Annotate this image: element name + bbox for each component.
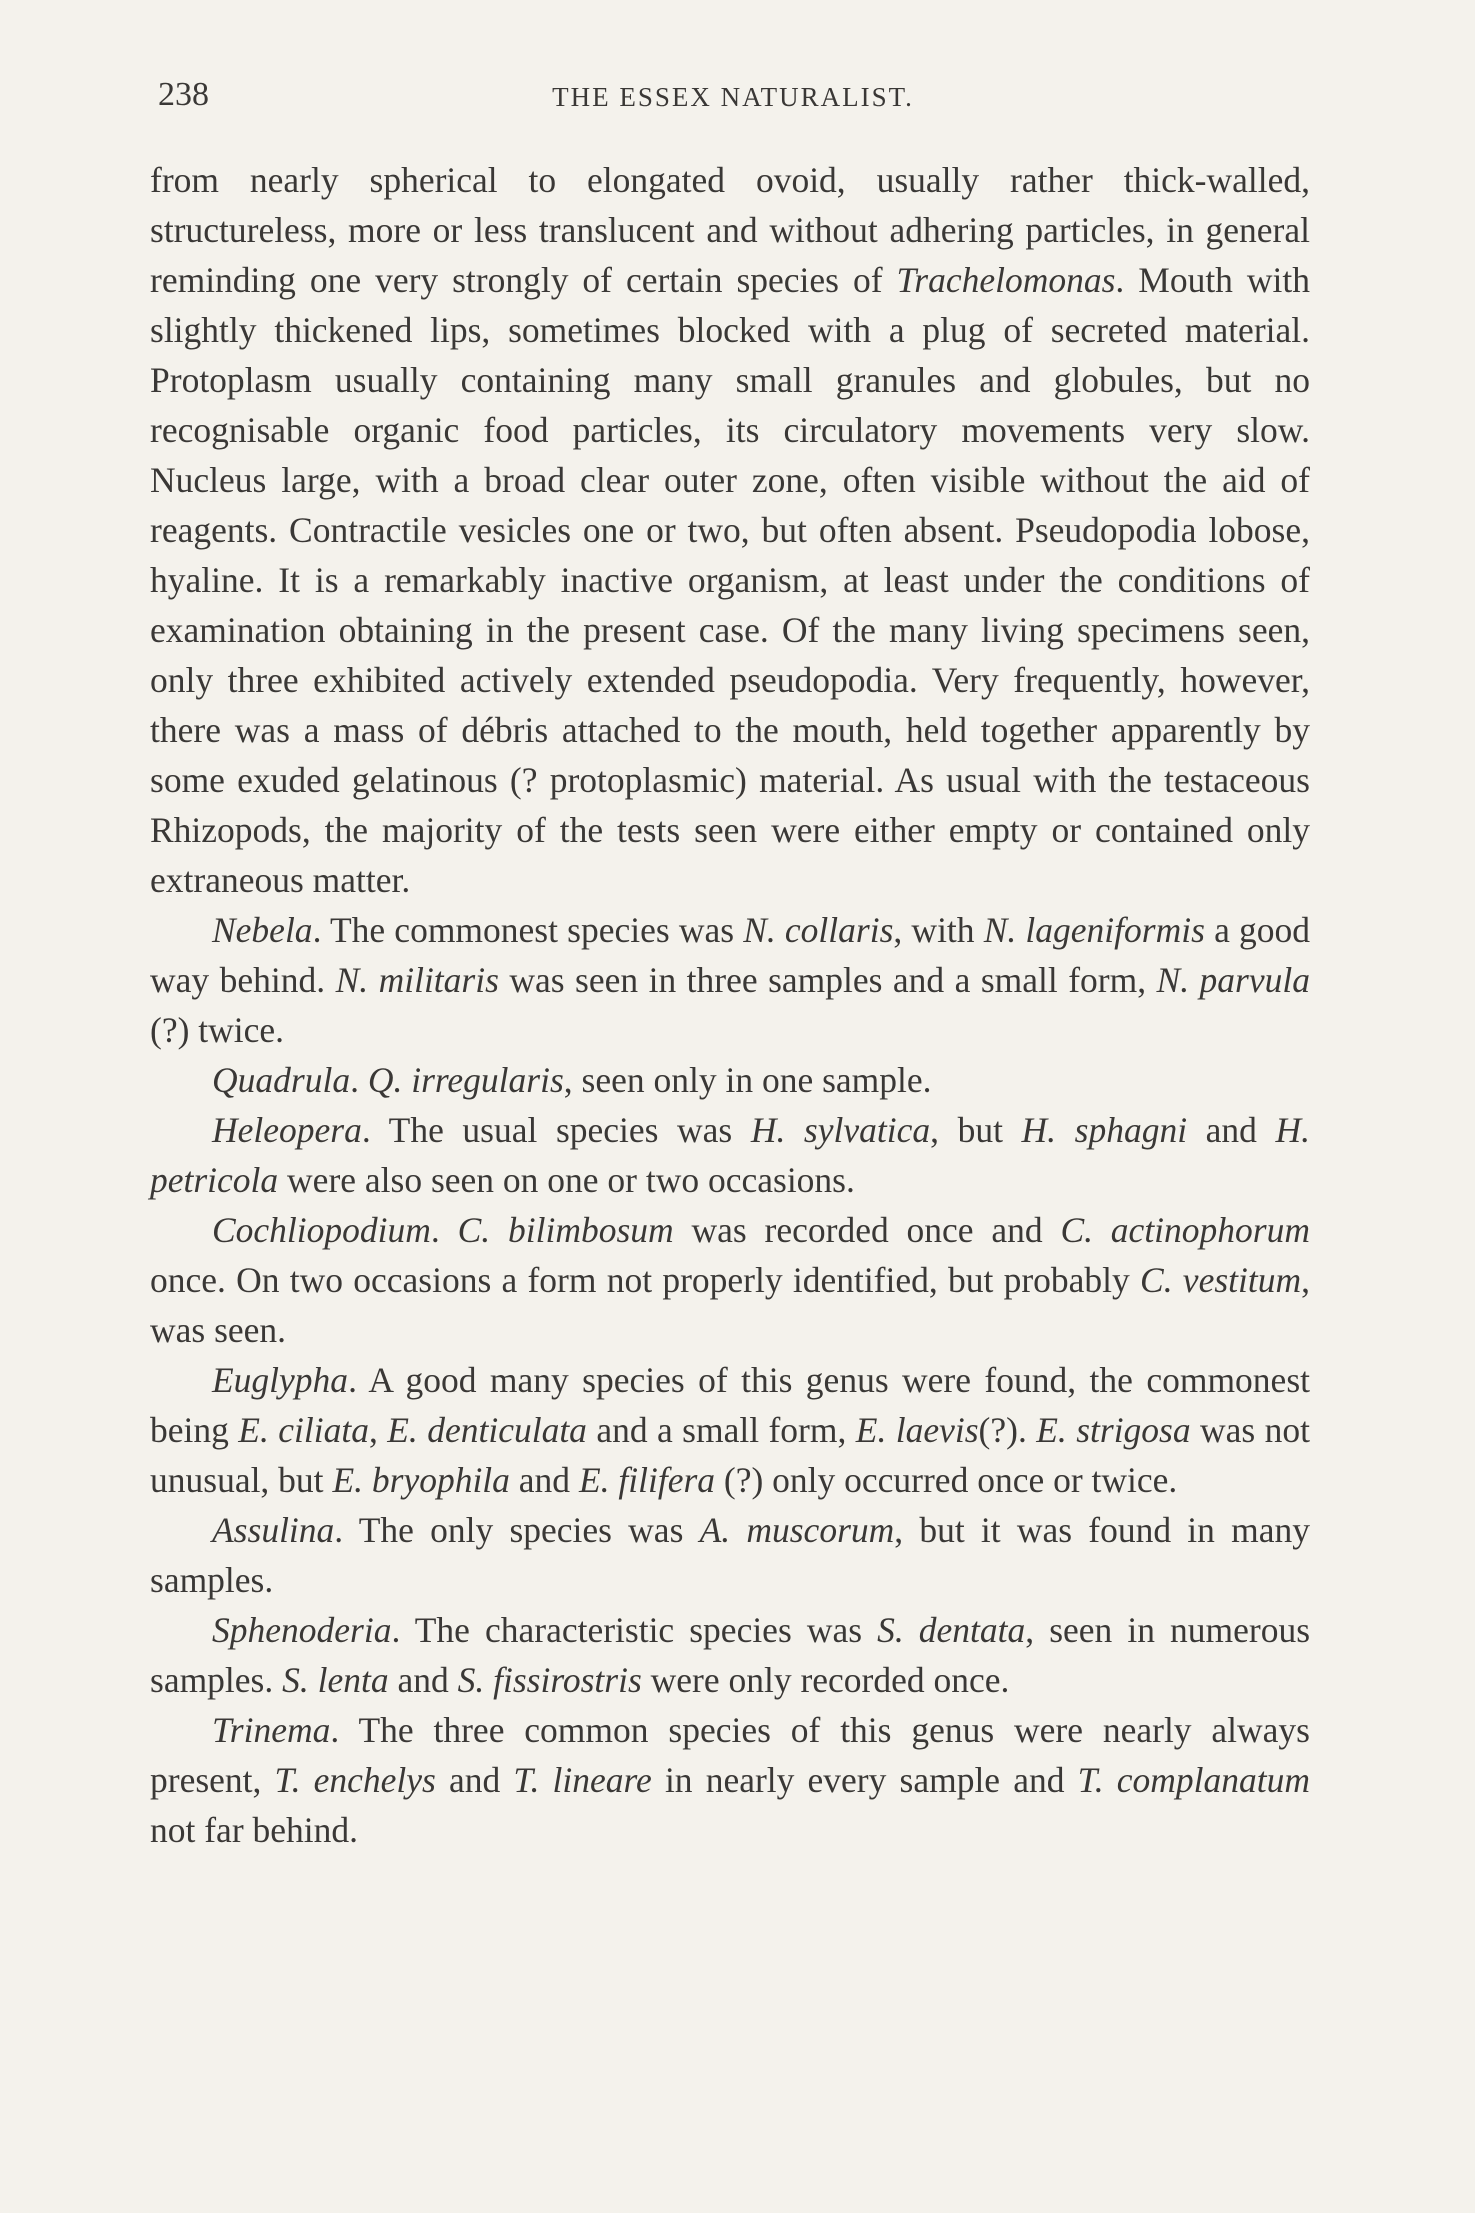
text-run: in nearly every sample and xyxy=(651,1760,1078,1800)
text-run: was not unusual, but xyxy=(150,1410,1311,1500)
italic-text: S. fissirostris xyxy=(457,1660,642,1700)
running-head: THE ESSEX NATURALIST. xyxy=(552,82,914,112)
text-run: was recorded once and xyxy=(673,1210,1061,1250)
text-run: a good way behind. xyxy=(150,910,1310,1000)
italic-text: Euglypha xyxy=(212,1360,349,1400)
text-run: . The characteristic species was xyxy=(391,1610,878,1650)
paragraph xyxy=(150,1705,1310,1855)
paragraph xyxy=(150,1205,1310,1355)
paragraph xyxy=(150,155,1310,905)
italic-text: C. bilimbosum xyxy=(457,1210,674,1250)
italic-text: T. complanatum xyxy=(1077,1760,1310,1800)
page-number: 238 xyxy=(158,76,209,113)
italic-text: N. parvula xyxy=(1156,960,1310,1000)
text-run: was seen in three samples and a small form, xyxy=(498,960,1157,1000)
paragraph xyxy=(150,1055,1310,1105)
italic-text: E. filifera xyxy=(578,1460,716,1500)
italic-text: Cochliopodium xyxy=(212,1210,431,1250)
italic-text: N. lageniformis xyxy=(983,910,1205,950)
paragraph xyxy=(150,1355,1310,1505)
italic-text: Q. irregularis xyxy=(367,1060,564,1100)
text-run: and xyxy=(509,1460,579,1500)
italic-text: C. actinophorum xyxy=(1060,1210,1310,1250)
italic-text: S. dentata xyxy=(877,1610,1026,1650)
text-run: , xyxy=(368,1410,388,1450)
paragraph xyxy=(150,1505,1310,1605)
text-run: and xyxy=(1187,1110,1276,1150)
text-run: . The only species was xyxy=(334,1510,700,1550)
italic-text: N. collaris xyxy=(743,910,894,950)
text-run: , but xyxy=(930,1110,1022,1150)
italic-text: E. strigosa xyxy=(1036,1410,1191,1450)
italic-text: T. lineare xyxy=(513,1760,652,1800)
italic-text: E. bryophila xyxy=(332,1460,510,1500)
text-run: not far behind. xyxy=(150,1810,359,1850)
italic-text: A. muscorum xyxy=(699,1510,895,1550)
body-text xyxy=(150,155,1310,1855)
text-run: and a small form, xyxy=(586,1410,856,1450)
italic-text: E. laevis xyxy=(855,1410,979,1450)
text-run: , with xyxy=(893,910,984,950)
text-run: , seen in numerous samples. xyxy=(150,1610,1311,1700)
text-run: . Mouth with slightly thickened lips, sometimes blocked with a plug of secreted material. Protoplasm usually containing many small granules and globules, but no recognisable organic food particles, its circulatory movements very slow. Nucleus large, with a broad clear outer zone, often visible without the aid of reagents. Contractile vesicles one or two, but often absent. Pseudopodia lobose, hyaline. It is a remarkably inactive organism, at least under the conditions of examination obtaining in the present case. Of the many living specimens seen, only three exhibited actively extended pseudopodia. Very frequently, however, there was a mass of débris attached to the mouth, held together apparently by some exuded gelatinous (? protoplasmic) material. As usual with the testaceous Rhizopods, the majority of the tests seen were either empty or contained only extraneous matter. xyxy=(150,260,1310,900)
page-header xyxy=(158,76,1308,126)
italic-text: Heleopera xyxy=(212,1110,362,1150)
italic-text: T. enchelys xyxy=(274,1760,436,1800)
italic-text: N. militaris xyxy=(335,960,499,1000)
italic-text: H. sphagni xyxy=(1021,1110,1188,1150)
paragraph xyxy=(150,905,1310,1055)
italic-text: H. petricola xyxy=(150,1110,1310,1200)
text-run: once. On two occasions a form not properly identified, but probably xyxy=(150,1260,1141,1300)
text-run: and xyxy=(388,1660,458,1700)
text-run: were also seen on one or two occasions. xyxy=(278,1160,855,1200)
paragraph xyxy=(150,1105,1310,1205)
italic-text: Trachelomonas xyxy=(896,260,1116,300)
text-run: . The usual species was xyxy=(361,1110,751,1150)
italic-text: H. sylvatica xyxy=(750,1110,931,1150)
italic-text: Nebela xyxy=(212,910,313,950)
italic-text: C. vestitum xyxy=(1140,1260,1302,1300)
italic-text: E. denticulata xyxy=(387,1410,587,1450)
text-run: . A good many species of this genus were found, the commonest being xyxy=(150,1360,1310,1450)
text-run: and xyxy=(435,1760,514,1800)
text-run: . xyxy=(430,1210,458,1250)
text-run: were only recorded once. xyxy=(641,1660,1010,1700)
text-run: , seen only in one sample. xyxy=(563,1060,932,1100)
italic-text: Trinema xyxy=(212,1710,331,1750)
italic-text: Assulina xyxy=(212,1510,335,1550)
text-run: (?). xyxy=(978,1410,1037,1450)
italic-text: E. ciliata xyxy=(238,1410,369,1450)
italic-text: Quadrula xyxy=(212,1060,351,1100)
text-run: (?) twice. xyxy=(150,1010,285,1050)
text-run: (?) only occurred once or twice. xyxy=(715,1460,1178,1500)
italic-text: S. lenta xyxy=(282,1660,389,1700)
text-run: . The commonest species was xyxy=(312,910,744,950)
text-run: . xyxy=(350,1060,368,1100)
italic-text: Sphenoderia xyxy=(212,1610,392,1650)
text-run: . The three common species of this genus were nearly always present, xyxy=(150,1710,1310,1800)
text-run: , but it was found in many samples. xyxy=(150,1510,1310,1600)
paragraph xyxy=(150,1605,1310,1705)
text-run: , was seen. xyxy=(150,1260,1310,1350)
text-run: from nearly spherical to elongated ovoid, usually rather thick-walled, structureless, more or less translucent and without adhering particles, in general reminding one very strongly of certain species of xyxy=(150,160,1310,300)
